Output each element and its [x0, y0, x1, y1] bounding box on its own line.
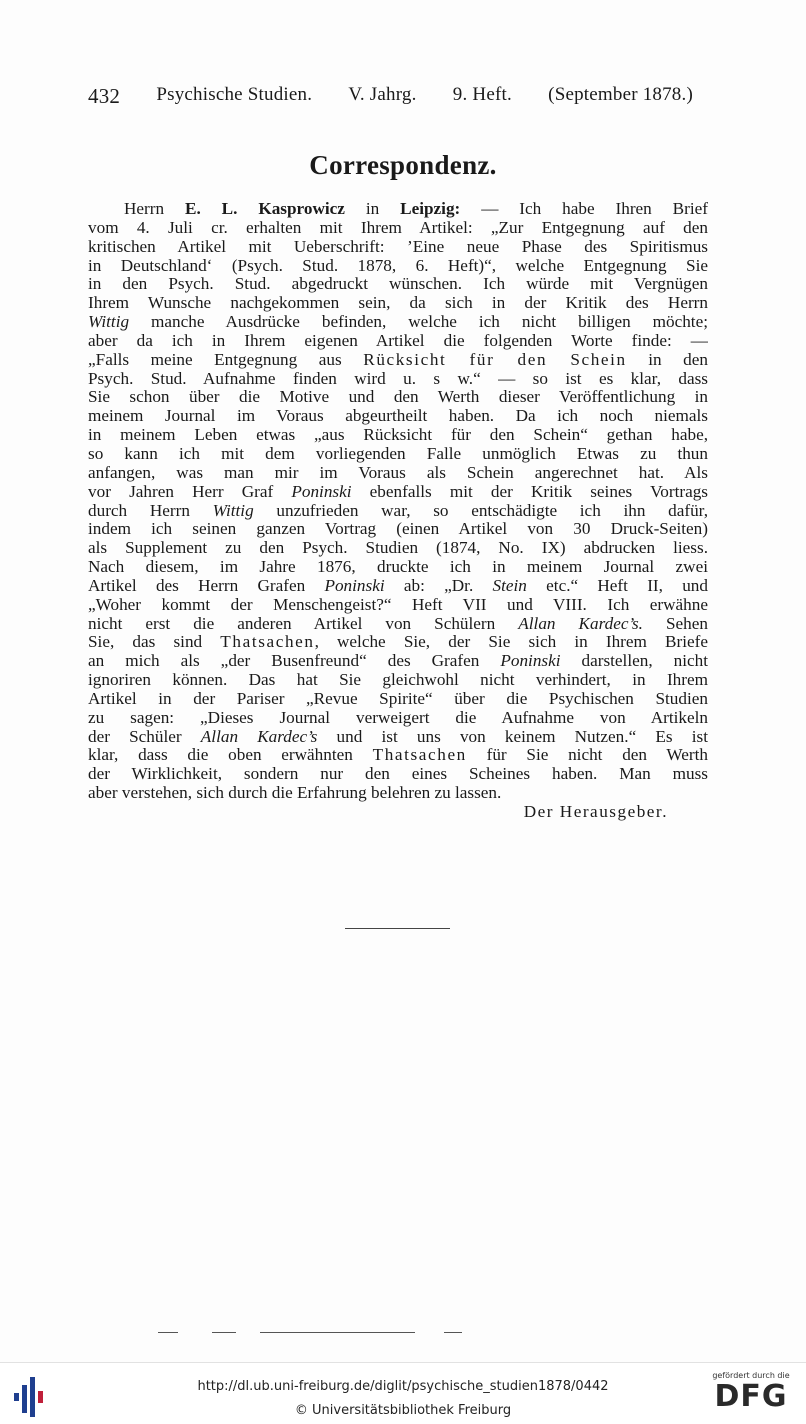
- text-run: ab: „Dr.: [384, 576, 493, 595]
- page-number: 432: [88, 84, 121, 108]
- text-run: aber da ich in Ihrem eigenen Artikel die folgenden Worte finde: —: [88, 331, 708, 350]
- text-run: und ist uns von keinem Nutzen.“ Es ist: [317, 727, 708, 746]
- text-line: [88, 709, 708, 728]
- text-run: Artikel des Herrn Grafen: [88, 576, 325, 595]
- text-line: [88, 539, 708, 558]
- text-run: an mich als „der Busenfreund“ des Grafen: [88, 652, 501, 671]
- italic-name: Stein: [492, 576, 527, 595]
- text-line: [88, 257, 708, 276]
- text-run: unzufrieden war, so entschädigte ich ihn dafür,: [253, 501, 708, 520]
- text-run: in meinem Leben etwas „aus Rücksicht für den Schein“ gethan habe,: [88, 426, 708, 445]
- text-line: [88, 294, 708, 313]
- text-run: ignoriren können. Das hat Sie gleichwohl nicht verhindert, in Ihrem: [88, 671, 708, 690]
- text-line: [88, 388, 708, 407]
- italic-name: Allan Kardec’s: [200, 727, 318, 746]
- italic-name: Wittig: [212, 501, 254, 520]
- text-line: [88, 690, 708, 709]
- source-url[interactable]: http://dl.ub.uni-freiburg.de/diglit/psychische_studien1878/0442: [197, 1379, 609, 1394]
- text-run: darstellen, nicht: [560, 652, 708, 671]
- footer-rule: [260, 1332, 415, 1333]
- text-run: ebenfalls mit der Kritik seines Vortrags: [351, 482, 708, 501]
- text-line: [88, 370, 708, 389]
- text-run: — Ich habe Ihren Brief: [460, 200, 708, 218]
- text-run: so kann ich mit dem vorliegenden Falle unmöglich Etwas zu thun: [88, 444, 708, 463]
- italic-name: Poninski: [291, 482, 352, 501]
- dfg-logo-icon: [706, 1371, 796, 1414]
- journal-title: Psychische Studien.: [156, 84, 313, 105]
- text-run: Herrn: [124, 200, 185, 218]
- text-run: in Deutschland‘ (Psych. Stud. 1878, 6. Heft)“, welche Entgegnung Sie: [88, 256, 708, 275]
- text-line: [88, 615, 708, 634]
- text-run: indem ich seinen ganzen Vortrag (einen Artikel von 30 Druck-Seiten): [88, 520, 708, 539]
- italic-name: Poninski: [500, 652, 561, 671]
- text-run: anfangen, was man mir im Voraus als Schein angerechnet hat. Als: [88, 463, 708, 482]
- text-run: manche Ausdrücke befinden, welche ich nicht billigen möchte;: [129, 313, 708, 332]
- text-line: [88, 633, 708, 652]
- text-run: als Supplement zu den Psych. Studien (1874, No. IX) abdrucken liess.: [88, 539, 708, 558]
- italic-name: Poninski: [324, 576, 385, 595]
- text-run: aber verstehen, sich durch die Erfahrung belehren zu lassen.: [88, 784, 502, 803]
- bold-name: Leipzig:: [400, 200, 461, 218]
- text-line: [88, 746, 708, 765]
- issue-date: (September 1878.): [548, 84, 693, 105]
- text-run: vom 4. Juli cr. erhalten mit Ihrem Artikel: „Zur Entgegnung auf den: [88, 218, 708, 237]
- text-line: [88, 200, 708, 219]
- text-run: meinem Journal im Voraus abgeurtheilt haben. Da ich noch niemals: [88, 407, 708, 426]
- text-line: [88, 784, 708, 803]
- text-line: [88, 445, 708, 464]
- text-run: „Falls meine Entgegnung aus: [88, 350, 364, 369]
- text-run: in den: [626, 350, 708, 369]
- spaced-emphasis: Thatsachen: [220, 633, 315, 652]
- dfg-logo-text: DFG: [714, 1379, 788, 1414]
- dfg-caption: gefördert durch die: [712, 1371, 790, 1380]
- text-run: etc.“ Heft II, und: [526, 576, 708, 595]
- text-run: zu sagen: „Dieses Journal verweigert die Aufnahme von Artikeln: [88, 708, 708, 727]
- text-run: in: [344, 200, 401, 218]
- text-run: für Sie nicht den Werth: [466, 746, 708, 765]
- spaced-emphasis: Rücksicht für den Schein: [363, 350, 627, 369]
- text-line: [88, 464, 708, 483]
- library-footer: [0, 1362, 806, 1424]
- text-line: [88, 652, 708, 671]
- text-line: [88, 765, 708, 784]
- text-run: Nach diesem, im Jahre 1876, druckte ich in meinem Journal zwei: [88, 558, 708, 577]
- text-line: [88, 219, 708, 238]
- text-line: [88, 351, 708, 370]
- italic-name: Allan Kardec’s.: [518, 614, 643, 633]
- text-line: [88, 238, 708, 257]
- running-head: [88, 84, 693, 109]
- text-line: [88, 502, 708, 521]
- text-run: klar, dass die oben erwähnten: [88, 746, 373, 765]
- text-run: Sie schon über die Motive und den Werth dieser Veröffentlichung in: [88, 388, 708, 407]
- text-run: in den Psych. Stud. abgedruckt wünschen. Ich würde mit Vergnügen: [88, 275, 708, 294]
- text-line: [88, 313, 708, 332]
- text-run: Artikel in der Pariser „Revue Spirite“ über die Psychischen Studien: [88, 689, 708, 708]
- text-run: durch Herrn: [88, 501, 213, 520]
- text-line: [88, 275, 708, 294]
- footer-rule: [212, 1332, 236, 1333]
- text-run: „Woher kommt der Menschengeist?“ Heft VII und VIII. Ich erwähne: [88, 595, 708, 614]
- letter-text: [88, 200, 708, 822]
- text-run: der Wirklichkeit, sondern nur den eines Scheines haben. Man muss: [88, 765, 708, 784]
- footer-rule: [444, 1332, 462, 1333]
- text-line: [88, 558, 708, 577]
- text-run: Sie, das sind: [88, 633, 221, 652]
- text-line: [88, 671, 708, 690]
- text-run: nicht erst die anderen Artikel von Schülern: [88, 614, 519, 633]
- volume: V. Jahrg.: [348, 84, 417, 105]
- bold-name: E. L. Kasprowicz: [185, 200, 345, 218]
- text-line: [88, 332, 708, 351]
- text-line: [88, 520, 708, 539]
- text-line: [88, 596, 708, 615]
- text-run: Sehen: [642, 614, 708, 633]
- footer-rule: [158, 1332, 178, 1333]
- issue: 9. Heft.: [452, 84, 512, 105]
- text-line: [88, 728, 708, 747]
- section-title: Correspondenz.: [309, 150, 497, 180]
- spaced-emphasis: Thatsachen: [372, 746, 467, 765]
- text-run: der Schüler: [88, 727, 201, 746]
- italic-name: Wittig: [88, 313, 130, 332]
- text-line: [88, 407, 708, 426]
- copyright-notice: © Universitätsbibliothek Freiburg: [294, 1403, 512, 1418]
- text-run: , welche Sie, der Sie sich in Ihrem Briefe: [314, 633, 708, 652]
- text-run: kritischen Artikel mit Ueberschrift: ’Eine neue Phase des Spiritismus: [88, 237, 708, 256]
- text-run: vor Jahren Herr Graf: [88, 482, 292, 501]
- text-line: [88, 483, 708, 502]
- text-line: [88, 426, 708, 445]
- text-run: Psych. Stud. Aufnahme finden wird u. s w.“ — so ist es klar, dass: [88, 369, 708, 388]
- text-line: [88, 577, 708, 596]
- separator-rule: [345, 928, 450, 929]
- text-run: Ihrem Wunsche nachgekommen sein, da sich in der Kritik des Herrn: [88, 294, 708, 313]
- signature: Der Herausgeber.: [523, 803, 668, 821]
